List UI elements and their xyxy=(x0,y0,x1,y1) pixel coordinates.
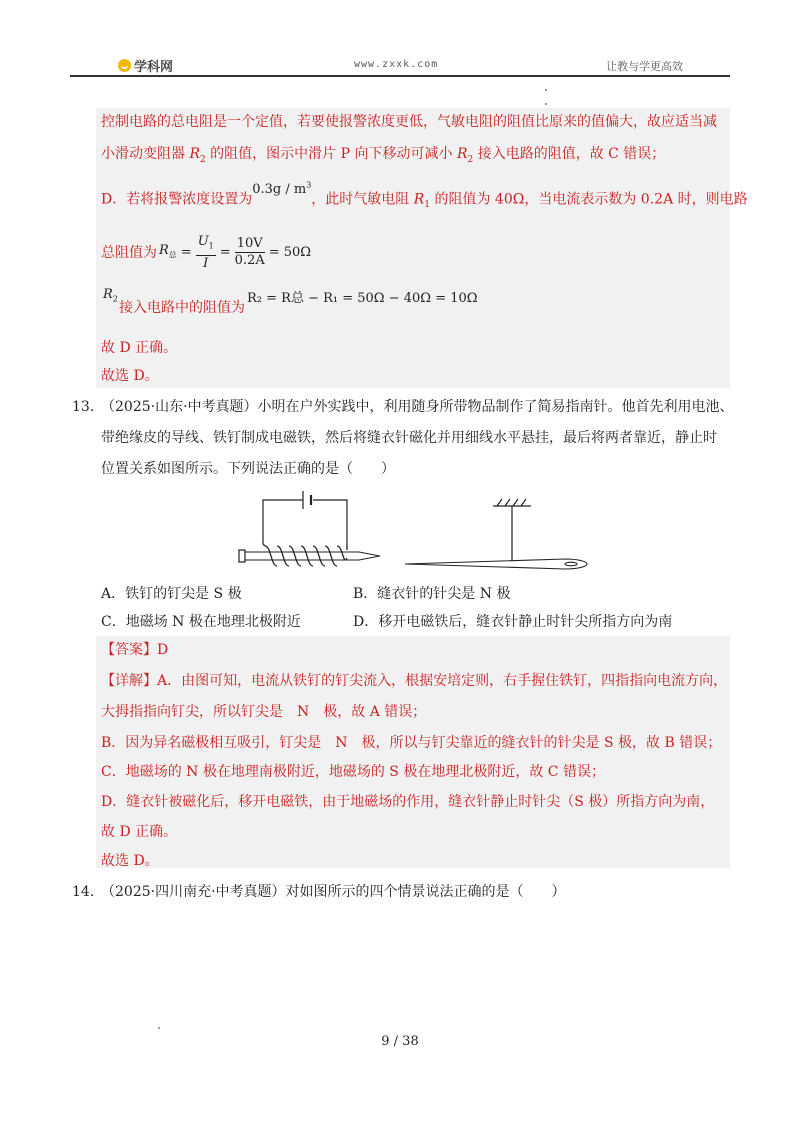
q13-detail-d1: D．缝衣针被磁化后，移开电磁铁，由于地磁场的作用，缝衣针静止时针尖（S 极）所指方向为南， xyxy=(101,794,715,810)
subscript: 1 xyxy=(424,200,431,211)
logo-text: 学科网 xyxy=(134,60,174,75)
q13-option-a[interactable]: A．铁钉的钉尖是 S 极 xyxy=(101,586,242,602)
subscript: 1 xyxy=(208,241,214,251)
q13-detail-c: C．地磁场的 N 极在地理南极附近，地磁场的 S 极在地理北极附近，故 C 错误； xyxy=(101,764,605,780)
speck xyxy=(545,103,547,105)
q12-total-resistance xyxy=(101,234,311,272)
superscript: 3 xyxy=(306,181,312,190)
q12-d-part: D．若将报警浓度设置为 xyxy=(101,191,253,208)
q12-choose: 故选 D。 xyxy=(101,368,159,384)
q13-answer xyxy=(101,640,168,660)
q13-detail-a1 xyxy=(101,671,727,691)
concentration-text: 0.3g / m xyxy=(252,182,307,198)
var-r: R xyxy=(103,287,113,302)
q14-stem: （2025·四川南充·中考真题）对如图所示的四个情景说法正确的是（ ） xyxy=(101,884,566,900)
iron-nail xyxy=(239,544,380,566)
hanging-support xyxy=(493,499,531,562)
q12-line2-part: 小滑动变阻器 xyxy=(101,146,190,162)
denominator: 0.2A xyxy=(234,253,265,269)
header-rule xyxy=(70,75,730,77)
denominator: I xyxy=(203,255,209,271)
q12-d-part: 的阻值为 40Ω，当电流表示数为 0.2A 时，则电路 xyxy=(430,191,748,208)
logo-icon xyxy=(118,59,131,72)
q13-detail-a2: 大拇指指向钉尖，所以钉尖是 N 极，故 A 错误； xyxy=(101,704,427,720)
r2-label: 接入电路中的阻值为 xyxy=(119,300,245,316)
q13-stem-line1: （2025·山东·中考真题）小明在户外实践中，利用随身所带物品制作了简易指南针。他首先利用电池、 xyxy=(101,399,734,415)
fraction-values xyxy=(235,236,265,269)
q13-figure xyxy=(235,488,605,578)
q12-d-part: ，此时气敏电阻 xyxy=(311,191,414,208)
q13-option-d[interactable]: D．移开电磁铁后，缝衣针静止时针尖所指方向为南 xyxy=(353,614,673,630)
q14-number: 14． xyxy=(72,884,104,900)
q12-conclusion: 故 D 正确。 xyxy=(101,340,178,356)
q13-number: 13． xyxy=(72,399,104,415)
detail-tag: 【详解】 xyxy=(101,673,157,689)
page-number: 9 / 38 xyxy=(381,1034,419,1049)
total-label: 总阻值为 xyxy=(101,244,157,261)
q12-option-d-line xyxy=(101,181,748,215)
q13-option-c[interactable]: C．地磁场 N 极在地理北极附近 xyxy=(101,614,301,630)
numerator: 10V xyxy=(236,236,263,252)
site-logo xyxy=(118,56,173,75)
sewing-needle xyxy=(405,559,587,569)
result: = 50Ω xyxy=(268,244,312,260)
var-r: R xyxy=(413,191,425,208)
equals-sign: = xyxy=(180,244,192,260)
q12-line1: 控制电路的总电阻是一个定值，若要使报警浓度更低，气敏电阻的阻值比原来的值偏大，故应适当减 xyxy=(101,114,717,130)
q13-stem-line3: 位置关系如图所示。下列说法正确的是（ ） xyxy=(101,461,395,477)
q13-detail-b: B．因为异名磁极相互吸引，钉尖是 N 极，所以与钉尖靠近的缝衣针的针尖是 S 极，故 B 错误； xyxy=(101,735,722,751)
q12-line2 xyxy=(101,144,665,170)
var-r: R xyxy=(159,242,169,258)
speck xyxy=(545,89,547,91)
var-r: R xyxy=(189,146,200,162)
equals-sign: = xyxy=(219,244,231,260)
site-url: www.zxxk.com xyxy=(354,59,439,70)
subscript: 2 xyxy=(112,294,118,304)
speck xyxy=(158,1027,160,1029)
fraction-u-over-i xyxy=(196,234,216,272)
q12-line2-part: 的阻值，图示中滑片 P 向下移动可减小 xyxy=(205,146,457,162)
subscript: 总 xyxy=(168,250,177,260)
var-r: R xyxy=(456,146,468,162)
numerator: U xyxy=(197,234,209,249)
q13-detail-d2: 故 D 正确。 xyxy=(101,824,178,840)
site-slogan: 让教与学更高效 xyxy=(606,60,683,73)
subscript: 2 xyxy=(467,154,474,165)
q13-choose: 故选 D。 xyxy=(101,853,159,869)
q13-option-b[interactable]: B．缝衣针的针尖是 N 极 xyxy=(353,586,511,602)
r2-formula: R₂ = R总 − R₁ = 50Ω − 40Ω = 10Ω xyxy=(247,291,478,306)
total-formula xyxy=(159,234,311,272)
q13-stem-line2: 带绝缘皮的导线、铁钉制成电磁铁，然后将缝衣针磁化并用细线水平悬挂，最后将两者靠近，静止时 xyxy=(101,430,717,446)
answer-value: D xyxy=(157,642,169,658)
concentration-value xyxy=(252,182,311,197)
detail-text: A．由图可知，电流从铁钉的钉尖流入，根据安培定则，右手握住铁钉，四指指向电流方向， xyxy=(157,673,728,689)
q12-line2-part: 接入电路的阻值，故 C 错误； xyxy=(473,146,666,162)
answer-tag: 【答案】 xyxy=(101,642,157,658)
subscript: 2 xyxy=(200,154,206,165)
r2-symbol xyxy=(103,287,118,304)
battery-circuit xyxy=(263,491,347,544)
